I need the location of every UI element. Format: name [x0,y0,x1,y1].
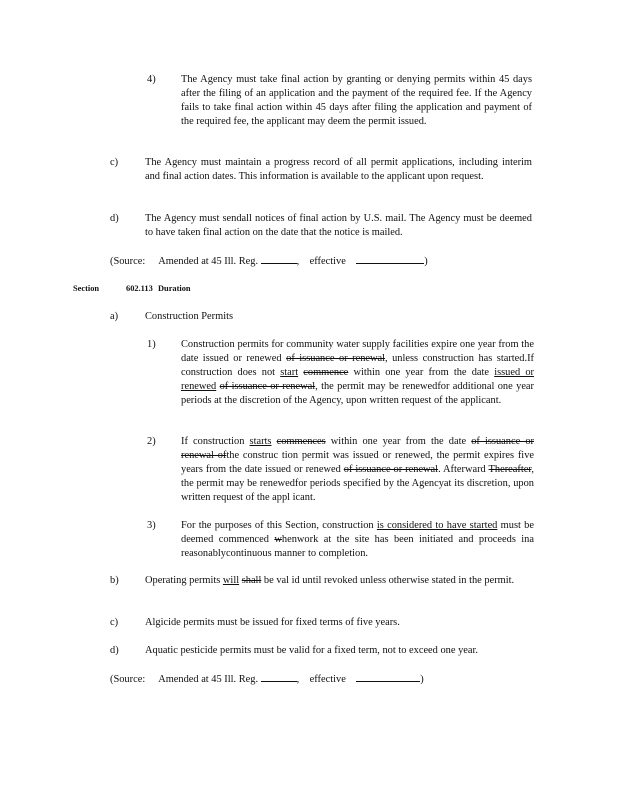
register-blank [261,254,297,264]
text-run: If construction [181,436,250,447]
inserted-text: start [280,367,299,378]
source-note [110,672,530,687]
text-run: Construction permits for community water supply facilities expire one year from the date issued or renewed [181,339,534,364]
deleted-text: of issuance or renewal [343,464,439,475]
section-number: 602.113 [126,284,153,293]
inserted-text: will [222,575,240,586]
item-number: 1) [147,339,156,350]
source-amended: Amended at 45 Ill. Reg. [158,674,259,685]
item-number: 2) [147,436,156,447]
item-letter: d) [110,213,119,224]
source-prefix: (Source: [110,256,146,267]
deleted-text: of issuance or renewal [286,353,386,364]
source-close: ) [420,674,424,685]
operating-permits-paragraph [145,574,534,588]
text-run: the construc tion permit was issued or renewed, the permit expires five years from the date issued or renewed [181,450,535,475]
section-title: Duration [158,284,191,293]
source-close: ) [424,256,428,267]
inserted-text: starts [249,436,272,447]
text-run: henwork at the site has been initiated and proceeds ina reasonablycontinuous manner to completion. [181,534,534,559]
source-effective: effective [309,256,346,267]
inserted-text: issued or renewed [181,367,534,392]
subsection-title: Construction Permits [145,311,234,322]
text-run: , the permit may be renewedfor periods specified by the Agencyat its discretion, upon written request of the appl icant. [181,464,534,503]
notice-mail-paragraph: The Agency must sendall notices of final action by U.S. mail. The Agency must be deemed to have taken final action on the date that the notice is mailed. [145,213,532,238]
deleted-text: shall [241,575,262,586]
text-run: within one year from the date [325,436,472,447]
effective-date-blank [356,672,420,682]
construction-start-paragraph [181,435,534,505]
final-action-paragraph: The Agency must take final action by granting or denying permits within 45 days after the filing of an application and the payment of the required fee. If the Agency fails to take final action within 45 days after filing the application and payment of the required fee, the applicant may deem the permit issued. [181,74,532,127]
text-run: within one year from the date [348,367,495,378]
item-letter: c) [110,617,119,628]
text-run: Operating permits [145,575,223,586]
text-run: , unless construction has started.If construction does not [181,353,535,378]
algicide-permits-paragraph: Algicide permits must be issued for fixed terms of five years. [145,617,400,628]
source-comma: , [296,256,300,267]
item-number: 3) [147,520,156,531]
text-run: , the permit may be renewedfor additional one year periods at the discretion of the Agency, upon written request of the applicant. [181,381,534,406]
deleted-text: commence [303,367,349,378]
text-run: . Afterward [438,464,489,475]
aquatic-pesticide-paragraph: Aquatic pesticide permits must be valid for a fixed term, not to exceed one year. [145,645,478,656]
deleted-text: commences [276,436,326,447]
source-amended: Amended at 45 Ill. Reg. [158,256,259,267]
commencement-definition-paragraph [181,519,534,561]
item-letter: c) [110,157,119,168]
section-label: Section [73,284,100,293]
item-number: 4) [147,74,156,85]
text-run: must be deemed commenced [181,520,534,545]
text-run: be val id until revoked unless otherwise stated in the permit. [261,575,515,586]
deleted-text: of issuance or renewal [219,381,316,392]
item-letter: d) [110,645,119,656]
item-letter: a) [110,311,119,322]
source-comma: , [296,674,300,685]
effective-date-blank [356,254,424,264]
source-effective: effective [309,674,346,685]
register-blank [261,672,297,682]
item-letter: b) [110,575,119,586]
source-prefix: (Source: [110,674,146,685]
source-note [110,254,530,269]
deleted-text: w [274,534,282,545]
text-run: For the purposes of this Section, construction [181,520,377,531]
construction-expiry-paragraph [181,338,534,408]
deleted-text: of issuance or renewal of [181,436,534,461]
deleted-text: Thereafter [488,464,532,475]
progress-record-paragraph: The Agency must maintain a progress record of all permit applications, including interim and final action dates. This information is available to the applicant upon request. [145,157,532,182]
inserted-text: is considered to have started [376,520,498,531]
